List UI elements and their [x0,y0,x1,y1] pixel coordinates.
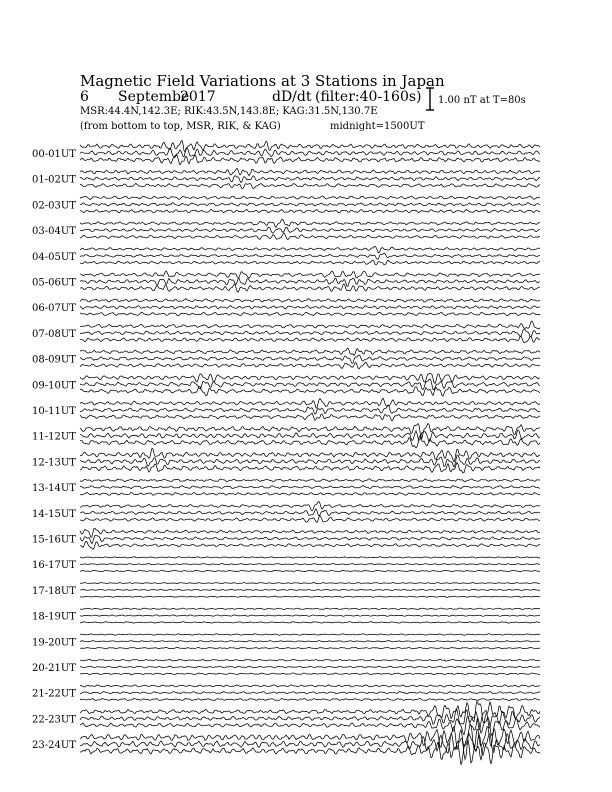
trace-kag-05-06ut [80,271,540,278]
hour-label-08-09ut: 08-09UT [32,354,76,366]
hour-label-03-04ut: 03-04UT [32,226,76,238]
trace-msr-02-03ut [80,209,540,213]
trace-msr-17-18ut [80,596,540,597]
trace-kag-21-22ut [80,685,540,687]
hour-label-21-22ut: 21-22UT [32,688,76,700]
trace-rik-07-08ut [80,329,540,336]
trace-rik-19-20ut [80,641,540,642]
trace-rik-18-19ut [80,615,540,616]
trace-msr-08-09ut [80,362,540,369]
hour-label-06-07ut: 06-07UT [32,303,76,315]
trace-rik-01-02ut [80,176,540,183]
trace-kag-16-17ut [80,557,540,559]
trace-msr-20-21ut [80,673,540,675]
trace-rik-03-04ut [80,227,540,233]
hour-label-14-15ut: 14-15UT [32,508,76,520]
hour-label-01-02ut: 01-02UT [32,174,76,186]
trace-msr-03-04ut [80,233,540,240]
trace-msr-09-10ut [80,386,540,396]
hour-label-17-18ut: 17-18UT [32,585,76,597]
filter-label: (filter:40-160s) [315,89,422,105]
trace-msr-06-07ut [80,312,540,316]
hour-label-19-20ut: 19-20UT [32,637,76,649]
hour-label-07-08ut: 07-08UT [32,328,76,340]
trace-msr-01-02ut [80,183,540,188]
trace-kag-19-20ut [80,634,540,636]
trace-kag-09-10ut [80,373,540,383]
hour-label-11-12ut: 11-12UT [32,431,76,443]
quantity-label: dD/dt [272,89,312,105]
trace-msr-14-15ut [80,516,540,523]
trace-rik-13-14ut [80,486,540,489]
trace-rik-08-09ut [80,355,540,363]
trace-rik-20-21ut [80,666,540,668]
hour-label-16-17ut: 16-17UT [32,560,76,572]
trace-msr-13-14ut [80,492,540,495]
stations-coordinates: MSR:44.4N,142.3E; RIK:43.5N,143.8E; KAG:31.5N,130.7E [80,106,378,117]
trace-rik-06-07ut [80,306,540,309]
hour-label-10-11ut: 10-11UT [32,406,76,417]
date-day: 6 [80,89,89,105]
trace-kag-17-18ut [80,583,540,584]
trace-rik-02-03ut [80,203,540,207]
trace-rik-17-18ut [80,589,540,590]
trace-msr-10-11ut [80,413,540,421]
trace-msr-21-22ut [80,698,540,700]
trace-msr-16-17ut [80,570,540,571]
hour-label-23-24ut: 23-24UT [32,740,76,752]
hour-label-13-14ut: 13-14UT [32,483,76,495]
hour-label-18-19ut: 18-19UT [32,611,76,623]
trace-msr-04-05ut [80,260,540,265]
hour-label-00-01ut: 00-01UT [32,149,76,160]
trace-msr-00-01ut [80,155,540,165]
trace-msr-18-19ut [80,622,540,624]
trace-rik-10-11ut [80,405,540,414]
trace-kag-00-01ut [80,141,540,153]
trace-rik-00-01ut [80,148,540,157]
hour-label-12-13ut: 12-13UT [32,457,76,469]
trace-msr-11-12ut [80,436,540,448]
station-order-note: (from bottom to top, MSR, RIK, & KAG) [80,121,281,132]
trace-kag-15-16ut [80,528,540,537]
scale-bar-label: 1.00 nT at T=80s [438,95,526,106]
trace-rik-04-05ut [80,253,540,259]
hour-label-15-16ut: 15-16UT [32,534,76,546]
hour-label-22-23ut: 22-23UT [32,714,76,726]
trace-rik-09-10ut [80,379,540,390]
trace-kag-06-07ut [80,299,540,303]
midnight-note: midnight=1500UT [330,121,425,132]
hour-label-05-06ut: 05-06UT [32,277,76,289]
chart-title: Magnetic Field Variations at 3 Stations in Japan [80,72,445,90]
trace-kag-18-19ut [80,608,540,610]
trace-kag-02-03ut [80,196,540,200]
trace-msr-05-06ut [80,284,540,292]
trace-kag-04-05ut [80,246,540,253]
hour-label-20-21ut: 20-21UT [32,663,76,674]
trace-rik-21-22ut [80,692,540,694]
trace-kag-20-21ut [80,659,540,661]
trace-kag-14-15ut [80,502,540,511]
trace-kag-13-14ut [80,479,540,482]
trace-rik-05-06ut [80,278,540,286]
date-month: Septembe [118,89,190,105]
trace-rik-15-16ut [80,535,540,543]
trace-rik-11-12ut [80,430,540,442]
hour-label-02-03ut: 02-03UT [32,200,76,212]
trace-rik-16-17ut [80,564,540,565]
trace-msr-19-20ut [80,647,540,649]
date-year: 2017 [180,89,216,105]
trace-kag-03-04ut [80,219,540,227]
hour-label-09-10ut: 09-10UT [32,380,76,392]
trace-kag-07-08ut [80,321,540,329]
trace-kag-01-02ut [80,168,540,175]
hour-label-04-05ut: 04-05UT [32,251,76,263]
trace-msr-07-08ut [80,336,540,343]
trace-rik-14-15ut [80,509,540,516]
scale-bar [426,88,434,110]
trace-kag-11-12ut [80,423,540,438]
trace-kag-23-24ut [80,725,540,750]
trace-kag-10-11ut [80,398,540,408]
trace-kag-08-09ut [80,348,540,355]
trace-msr-15-16ut [80,541,540,549]
